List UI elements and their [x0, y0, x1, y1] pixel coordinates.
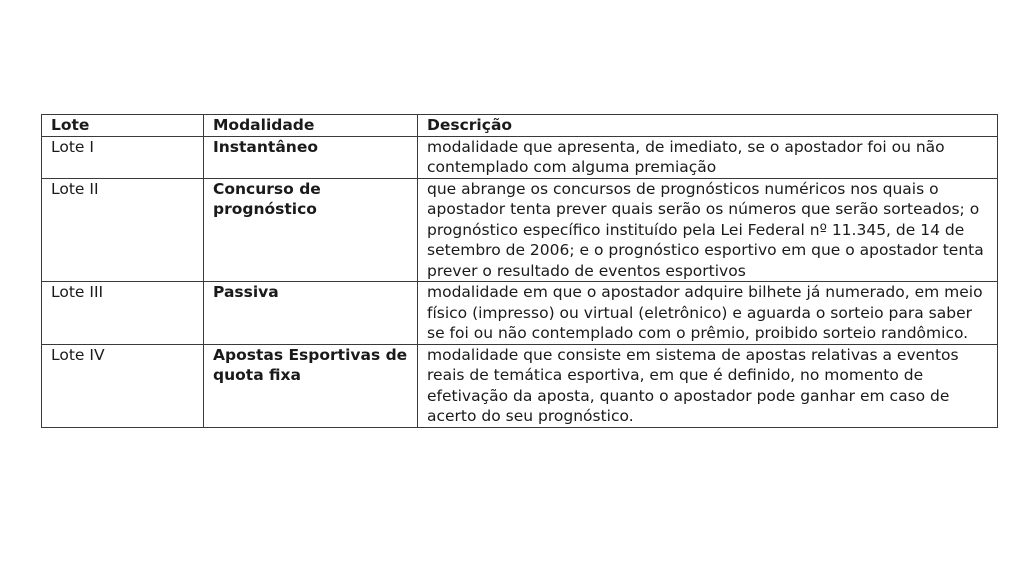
lote-cell: Lote IV	[42, 344, 204, 427]
header-row	[42, 115, 998, 137]
header-lote: Lote	[42, 115, 204, 137]
header-modalidade: Modalidade	[204, 115, 418, 137]
lotes-table	[41, 114, 998, 428]
modalidade-cell: Instantâneo	[204, 136, 418, 178]
modalidade-cell: Concurso de prognóstico	[204, 178, 418, 282]
header-descricao: Descrição	[418, 115, 998, 137]
table-row	[42, 136, 998, 178]
descricao-cell: modalidade em que o apostador adquire bilhete já numerado, em meio físico (impresso) ou virtual (eletrônico) e aguarda o sorteio para saber se foi ou não contemplado com o prêmio, proibido sorteio randômico.	[418, 282, 998, 345]
table-header	[42, 115, 998, 137]
table-row	[42, 178, 998, 282]
lote-cell: Lote I	[42, 136, 204, 178]
lote-cell: Lote III	[42, 282, 204, 345]
modalidade-cell: Passiva	[204, 282, 418, 345]
modalidade-cell: Apostas Esportivas de quota fixa	[204, 344, 418, 427]
descricao-cell: que abrange os concursos de prognósticos numéricos nos quais o apostador tenta prever quais serão os números que serão sorteados; o prognóstico específico instituído pela Lei Federal nº 11.345, de 14 de setembro de 2006; e o prognóstico esportivo em que o apostador tenta prever o resultado de eventos esportivos	[418, 178, 998, 282]
descricao-cell: modalidade que consiste em sistema de apostas relativas a eventos reais de temática esportiva, em que é definido, no momento de efetivação da aposta, quanto o apostador pode ganhar em caso de acerto do seu prognóstico.	[418, 344, 998, 427]
table-row	[42, 282, 998, 345]
table-body	[42, 136, 998, 427]
descricao-cell: modalidade que apresenta, de imediato, se o apostador foi ou não contemplado com alguma premiação	[418, 136, 998, 178]
lote-cell: Lote II	[42, 178, 204, 282]
table-row	[42, 344, 998, 427]
